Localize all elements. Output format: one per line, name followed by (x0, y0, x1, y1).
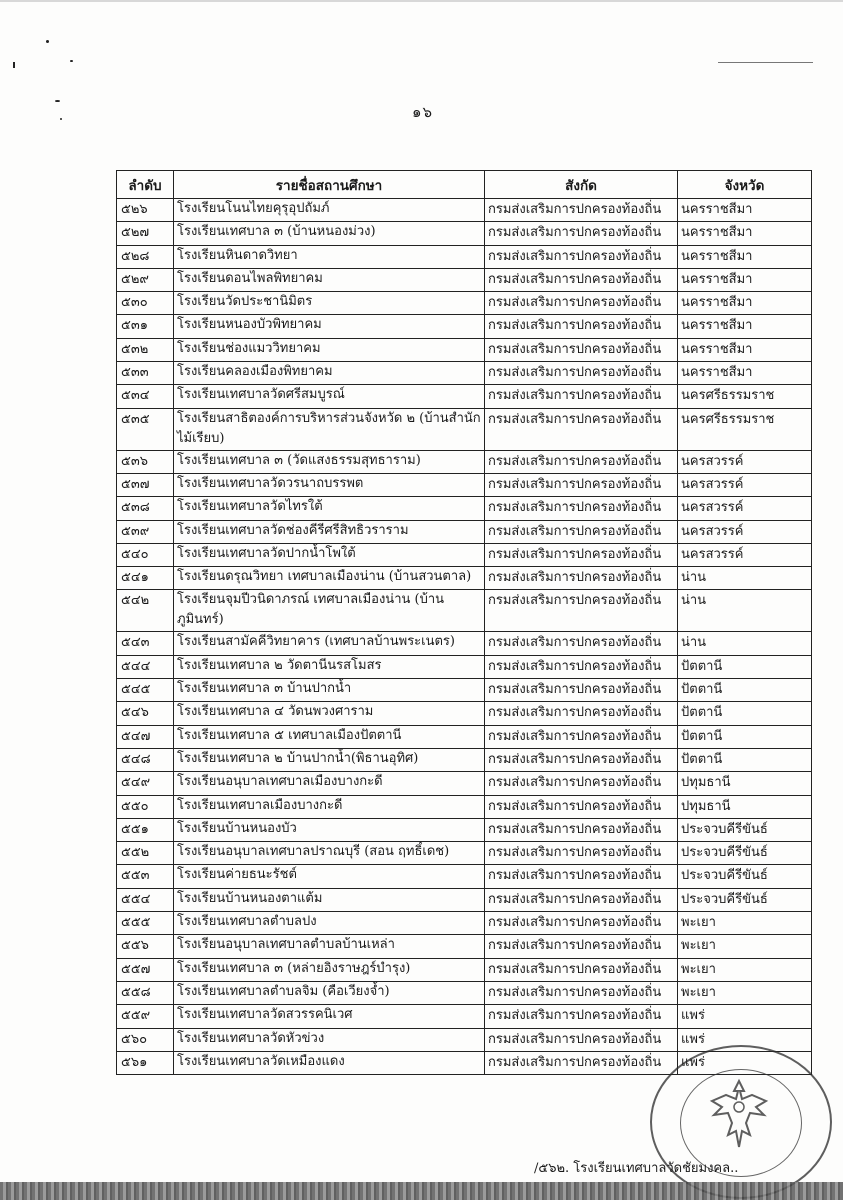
row-school-name: โรงเรียนคลองเมืองพิทยาคม (174, 362, 485, 385)
row-school-name: โรงเรียนสามัคคีวิทยาคาร (เทศบาลบ้านพระเนตร) (174, 632, 485, 655)
row-school-name: โรงเรียนอนุบาลเทศบาลตำบลบ้านเหล่า (174, 935, 485, 958)
row-affiliation: กรมส่งเสริมการปกครองท้องถิ่น (485, 888, 678, 911)
table-row (117, 497, 812, 520)
row-affiliation: กรมส่งเสริมการปกครองท้องถิ่น (485, 655, 678, 678)
row-number: ๕๕๓ (117, 865, 174, 888)
row-affiliation: กรมส่งเสริมการปกครองท้องถิ่น (485, 222, 678, 245)
header-affiliation: สังกัด (485, 171, 678, 199)
row-affiliation: กรมส่งเสริมการปกครองท้องถิ่น (485, 590, 678, 632)
row-province: แพร่ (678, 1051, 812, 1074)
row-province: แพร่ (678, 1005, 812, 1028)
table-row (117, 1005, 812, 1028)
table-row (117, 543, 812, 566)
row-number: ๕๕๗ (117, 958, 174, 981)
row-province: นครสวรรค์ (678, 543, 812, 566)
table-row (117, 338, 812, 361)
row-school-name: โรงเรียนเทศบาลวัดศรีสมบูรณ์ (174, 385, 485, 408)
row-school-name: โรงเรียนเทศบาลวัดช่องคีรีศรีสิทธิวราราม (174, 520, 485, 543)
table-row (117, 795, 812, 818)
scan-speck (13, 62, 15, 68)
row-province: นครราชสีมา (678, 362, 812, 385)
scan-speck (60, 118, 62, 120)
row-affiliation: กรมส่งเสริมการปกครองท้องถิ่น (485, 632, 678, 655)
scan-speck (55, 100, 60, 102)
row-number: ๕๕๘ (117, 981, 174, 1004)
row-affiliation: กรมส่งเสริมการปกครองท้องถิ่น (485, 408, 678, 450)
table-body (117, 199, 812, 1075)
row-affiliation: กรมส่งเสริมการปกครองท้องถิ่น (485, 981, 678, 1004)
row-province: ประจวบคีรีขันธ์ (678, 888, 812, 911)
table-row (117, 473, 812, 496)
row-province: ประจวบคีรีขันธ์ (678, 865, 812, 888)
row-school-name: โรงเรียนเทศบาลตำบลปง (174, 912, 485, 935)
table-row (117, 632, 812, 655)
row-province: ปัตตานี (678, 748, 812, 771)
scan-mark-line (718, 62, 813, 63)
row-province: ปทุมธานี (678, 772, 812, 795)
row-number: ๕๓๕ (117, 408, 174, 450)
table-row (117, 292, 812, 315)
row-school-name: โรงเรียนสาธิตองค์การบริหารส่วนจังหวัด ๒ (บ้านสำนักไม้เรียบ) (174, 408, 485, 450)
row-number: ๕๓๓ (117, 362, 174, 385)
page-top-edge (0, 0, 843, 2)
row-school-name: โรงเรียนอนุบาลเทศบาลปราณบุรี (สอน ฤทธิ์เดช) (174, 842, 485, 865)
row-province: นครศรีธรรมราช (678, 408, 812, 450)
table-row (117, 199, 812, 222)
row-number: ๕๔๓ (117, 632, 174, 655)
row-school-name: โรงเรียนเทศบาลวัดเหมืองแดง (174, 1051, 485, 1074)
row-number: ๕๒๘ (117, 245, 174, 268)
table-row (117, 818, 812, 841)
row-province: นครราชสีมา (678, 245, 812, 268)
row-number: ๕๔๙ (117, 772, 174, 795)
row-affiliation: กรมส่งเสริมการปกครองท้องถิ่น (485, 958, 678, 981)
row-province: พะเยา (678, 935, 812, 958)
table-row (117, 408, 812, 450)
row-affiliation: กรมส่งเสริมการปกครองท้องถิ่น (485, 315, 678, 338)
row-affiliation: กรมส่งเสริมการปกครองท้องถิ่น (485, 842, 678, 865)
row-number: ๕๓๗ (117, 473, 174, 496)
row-affiliation: กรมส่งเสริมการปกครองท้องถิ่น (485, 935, 678, 958)
row-affiliation: กรมส่งเสริมการปกครองท้องถิ่น (485, 292, 678, 315)
row-school-name: โรงเรียนช่องแมววิทยาคม (174, 338, 485, 361)
table-row (117, 245, 812, 268)
row-affiliation: กรมส่งเสริมการปกครองท้องถิ่น (485, 245, 678, 268)
row-province: ปัตตานี (678, 702, 812, 725)
row-affiliation: กรมส่งเสริมการปกครองท้องถิ่น (485, 567, 678, 590)
row-school-name: โรงเรียนเทศบาล ๓ (บ้านหนองม่วง) (174, 222, 485, 245)
table-row (117, 842, 812, 865)
table-header-row (117, 171, 812, 199)
row-number: ๕๕๖ (117, 935, 174, 958)
row-affiliation: กรมส่งเสริมการปกครองท้องถิ่น (485, 702, 678, 725)
table-row (117, 315, 812, 338)
row-province: นครราชสีมา (678, 292, 812, 315)
row-affiliation: กรมส่งเสริมการปกครองท้องถิ่น (485, 520, 678, 543)
row-school-name: โรงเรียนดอนไพลพิทยาคม (174, 268, 485, 291)
row-province: นครราชสีมา (678, 315, 812, 338)
row-school-name: โรงเรียนวัดประชานิมิตร (174, 292, 485, 315)
row-province: นครราชสีมา (678, 338, 812, 361)
row-number: ๕๔๕ (117, 679, 174, 702)
row-affiliation: กรมส่งเสริมการปกครองท้องถิ่น (485, 795, 678, 818)
row-school-name: โรงเรียนบ้านหนองตาแต้ม (174, 888, 485, 911)
row-affiliation: กรมส่งเสริมการปกครองท้องถิ่น (485, 1051, 678, 1074)
row-number: ๕๔๗ (117, 725, 174, 748)
table-row (117, 679, 812, 702)
table-row (117, 222, 812, 245)
row-number: ๕๒๗ (117, 222, 174, 245)
row-number: ๕๔๘ (117, 748, 174, 771)
row-school-name: โรงเรียนหนองบัวพิทยาคม (174, 315, 485, 338)
scan-bottom-edge (0, 1182, 843, 1200)
row-number: ๕๓๔ (117, 385, 174, 408)
header-number: ลำดับ (117, 171, 174, 199)
row-affiliation: กรมส่งเสริมการปกครองท้องถิ่น (485, 473, 678, 496)
row-affiliation: กรมส่งเสริมการปกครองท้องถิ่น (485, 1005, 678, 1028)
row-school-name: โรงเรียนเทศบาลเมืองบางกะดี (174, 795, 485, 818)
row-number: ๕๖๑ (117, 1051, 174, 1074)
row-affiliation: กรมส่งเสริมการปกครองท้องถิ่น (485, 1028, 678, 1051)
row-affiliation: กรมส่งเสริมการปกครองท้องถิ่น (485, 912, 678, 935)
row-school-name: โรงเรียนบ้านหนองบัว (174, 818, 485, 841)
row-province: นครศรีธรรมราช (678, 385, 812, 408)
row-school-name: โรงเรียนค่ายธนะรัชต์ (174, 865, 485, 888)
table-row (117, 981, 812, 1004)
table-row (117, 1028, 812, 1051)
row-province: น่าน (678, 567, 812, 590)
row-affiliation: กรมส่งเสริมการปกครองท้องถิ่น (485, 362, 678, 385)
continuation-note: /๕๖๒. โรงเรียนเทศบาลวัดชัยมงคล.. (534, 1161, 739, 1176)
table-row (117, 958, 812, 981)
row-province: ปัตตานี (678, 679, 812, 702)
row-number: ๕๖๐ (117, 1028, 174, 1051)
row-province: ประจวบคีรีขันธ์ (678, 842, 812, 865)
row-affiliation: กรมส่งเสริมการปกครองท้องถิ่น (485, 385, 678, 408)
row-affiliation: กรมส่งเสริมการปกครองท้องถิ่น (485, 450, 678, 473)
table-row (117, 450, 812, 473)
row-province: พะเยา (678, 958, 812, 981)
table-row (117, 772, 812, 795)
table-row (117, 888, 812, 911)
row-school-name: โรงเรียนเทศบาลวัดปากน้ำโพใต้ (174, 543, 485, 566)
row-province: น่าน (678, 590, 812, 632)
row-school-name: โรงเรียนหินดาดวิทยา (174, 245, 485, 268)
row-province: แพร่ (678, 1028, 812, 1051)
row-school-name: โรงเรียนเทศบาลวัดวรนาถบรรพต (174, 473, 485, 496)
row-school-name: โรงเรียนเทศบาลวัดไทรใต้ (174, 497, 485, 520)
row-province: นครราชสีมา (678, 268, 812, 291)
row-number: ๕๓๒ (117, 338, 174, 361)
row-affiliation: กรมส่งเสริมการปกครองท้องถิ่น (485, 818, 678, 841)
table-row (117, 748, 812, 771)
row-number: ๕๓๙ (117, 520, 174, 543)
row-province: นครสวรรค์ (678, 473, 812, 496)
table-row (117, 385, 812, 408)
row-number: ๕๕๑ (117, 818, 174, 841)
row-province: นครราชสีมา (678, 222, 812, 245)
row-affiliation: กรมส่งเสริมการปกครองท้องถิ่น (485, 725, 678, 748)
row-province: ปทุมธานี (678, 795, 812, 818)
row-affiliation: กรมส่งเสริมการปกครองท้องถิ่น (485, 497, 678, 520)
row-province: นครสวรรค์ (678, 450, 812, 473)
row-school-name: โรงเรียนโนนไทยคุรุอุปถัมภ์ (174, 199, 485, 222)
row-number: ๕๕๔ (117, 888, 174, 911)
table-row (117, 567, 812, 590)
row-affiliation: กรมส่งเสริมการปกครองท้องถิ่น (485, 748, 678, 771)
header-name: รายชื่อสถานศึกษา (174, 171, 485, 199)
table-row (117, 725, 812, 748)
row-number: ๕๓๑ (117, 315, 174, 338)
page-number: ๑๖ (412, 103, 434, 121)
row-school-name: โรงเรียนเทศบาลตำบลจิม (คือเวียงจ้ำ) (174, 981, 485, 1004)
garuda-emblem-icon (704, 1077, 774, 1157)
row-affiliation: กรมส่งเสริมการปกครองท้องถิ่น (485, 679, 678, 702)
row-affiliation: กรมส่งเสริมการปกครองท้องถิ่น (485, 338, 678, 361)
table-row (117, 655, 812, 678)
row-province: นครสวรรค์ (678, 497, 812, 520)
row-school-name: โรงเรียนเทศบาล ๓ บ้านปากน้ำ (174, 679, 485, 702)
table-row (117, 520, 812, 543)
row-number: ๕๔๔ (117, 655, 174, 678)
table-row (117, 590, 812, 632)
row-province: นครราชสีมา (678, 199, 812, 222)
row-number: ๕๓๐ (117, 292, 174, 315)
header-province: จังหวัด (678, 171, 812, 199)
row-school-name: โรงเรียนเทศบาล ๕ เทศบาลเมืองปัตตานี (174, 725, 485, 748)
row-province: ปัตตานี (678, 655, 812, 678)
row-number: ๕๓๘ (117, 497, 174, 520)
row-province: นครสวรรค์ (678, 520, 812, 543)
table-row (117, 702, 812, 725)
row-province: ประจวบคีรีขันธ์ (678, 818, 812, 841)
row-number: ๕๕๙ (117, 1005, 174, 1028)
row-province: พะเยา (678, 912, 812, 935)
row-school-name: โรงเรียนเทศบาล ๔ วัดนพวงศาราม (174, 702, 485, 725)
row-number: ๕๔๒ (117, 590, 174, 632)
row-school-name: โรงเรียนเทศบาล ๒ วัดตานีนรสโมสร (174, 655, 485, 678)
row-province: พะเยา (678, 981, 812, 1004)
row-affiliation: กรมส่งเสริมการปกครองท้องถิ่น (485, 543, 678, 566)
row-school-name: โรงเรียนอนุบาลเทศบาลเมืองบางกะดี (174, 772, 485, 795)
row-school-name: โรงเรียนเทศบาลวัดสวรรคนิเวศ (174, 1005, 485, 1028)
row-number: ๕๓๖ (117, 450, 174, 473)
row-school-name: โรงเรียนจุมปีวนิดาภรณ์ เทศบาลเมืองน่าน (บ้านภูมินทร์) (174, 590, 485, 632)
row-school-name: โรงเรียนเทศบาล ๓ (หล่ายอิงราษฎร์บำรุง) (174, 958, 485, 981)
row-number: ๕๔๖ (117, 702, 174, 725)
row-number: ๕๕๒ (117, 842, 174, 865)
row-province: ปัตตานี (678, 725, 812, 748)
school-table (116, 170, 812, 1075)
scan-speck (46, 40, 49, 43)
row-school-name: โรงเรียนเทศบาล ๒ บ้านปากน้ำ(พิธานอุทิศ) (174, 748, 485, 771)
row-affiliation: กรมส่งเสริมการปกครองท้องถิ่น (485, 268, 678, 291)
row-school-name: โรงเรียนดรุณวิทยา เทศบาลเมืองน่าน (บ้านสวนตาล) (174, 567, 485, 590)
row-school-name: โรงเรียนเทศบาล ๓ (วัดแสงธรรมสุทธาราม) (174, 450, 485, 473)
table-row (117, 268, 812, 291)
row-number: ๕๔๑ (117, 567, 174, 590)
row-affiliation: กรมส่งเสริมการปกครองท้องถิ่น (485, 772, 678, 795)
table-row (117, 865, 812, 888)
row-number: ๕๕๕ (117, 912, 174, 935)
row-number: ๕๕๐ (117, 795, 174, 818)
scan-speck (70, 60, 73, 62)
table-row (117, 362, 812, 385)
row-number: ๕๒๙ (117, 268, 174, 291)
row-number: ๕๔๐ (117, 543, 174, 566)
row-school-name: โรงเรียนเทศบาลวัดหัวข่วง (174, 1028, 485, 1051)
row-affiliation: กรมส่งเสริมการปกครองท้องถิ่น (485, 865, 678, 888)
row-affiliation: กรมส่งเสริมการปกครองท้องถิ่น (485, 199, 678, 222)
row-province: น่าน (678, 632, 812, 655)
table-row (117, 912, 812, 935)
table-row (117, 935, 812, 958)
row-number: ๕๒๖ (117, 199, 174, 222)
